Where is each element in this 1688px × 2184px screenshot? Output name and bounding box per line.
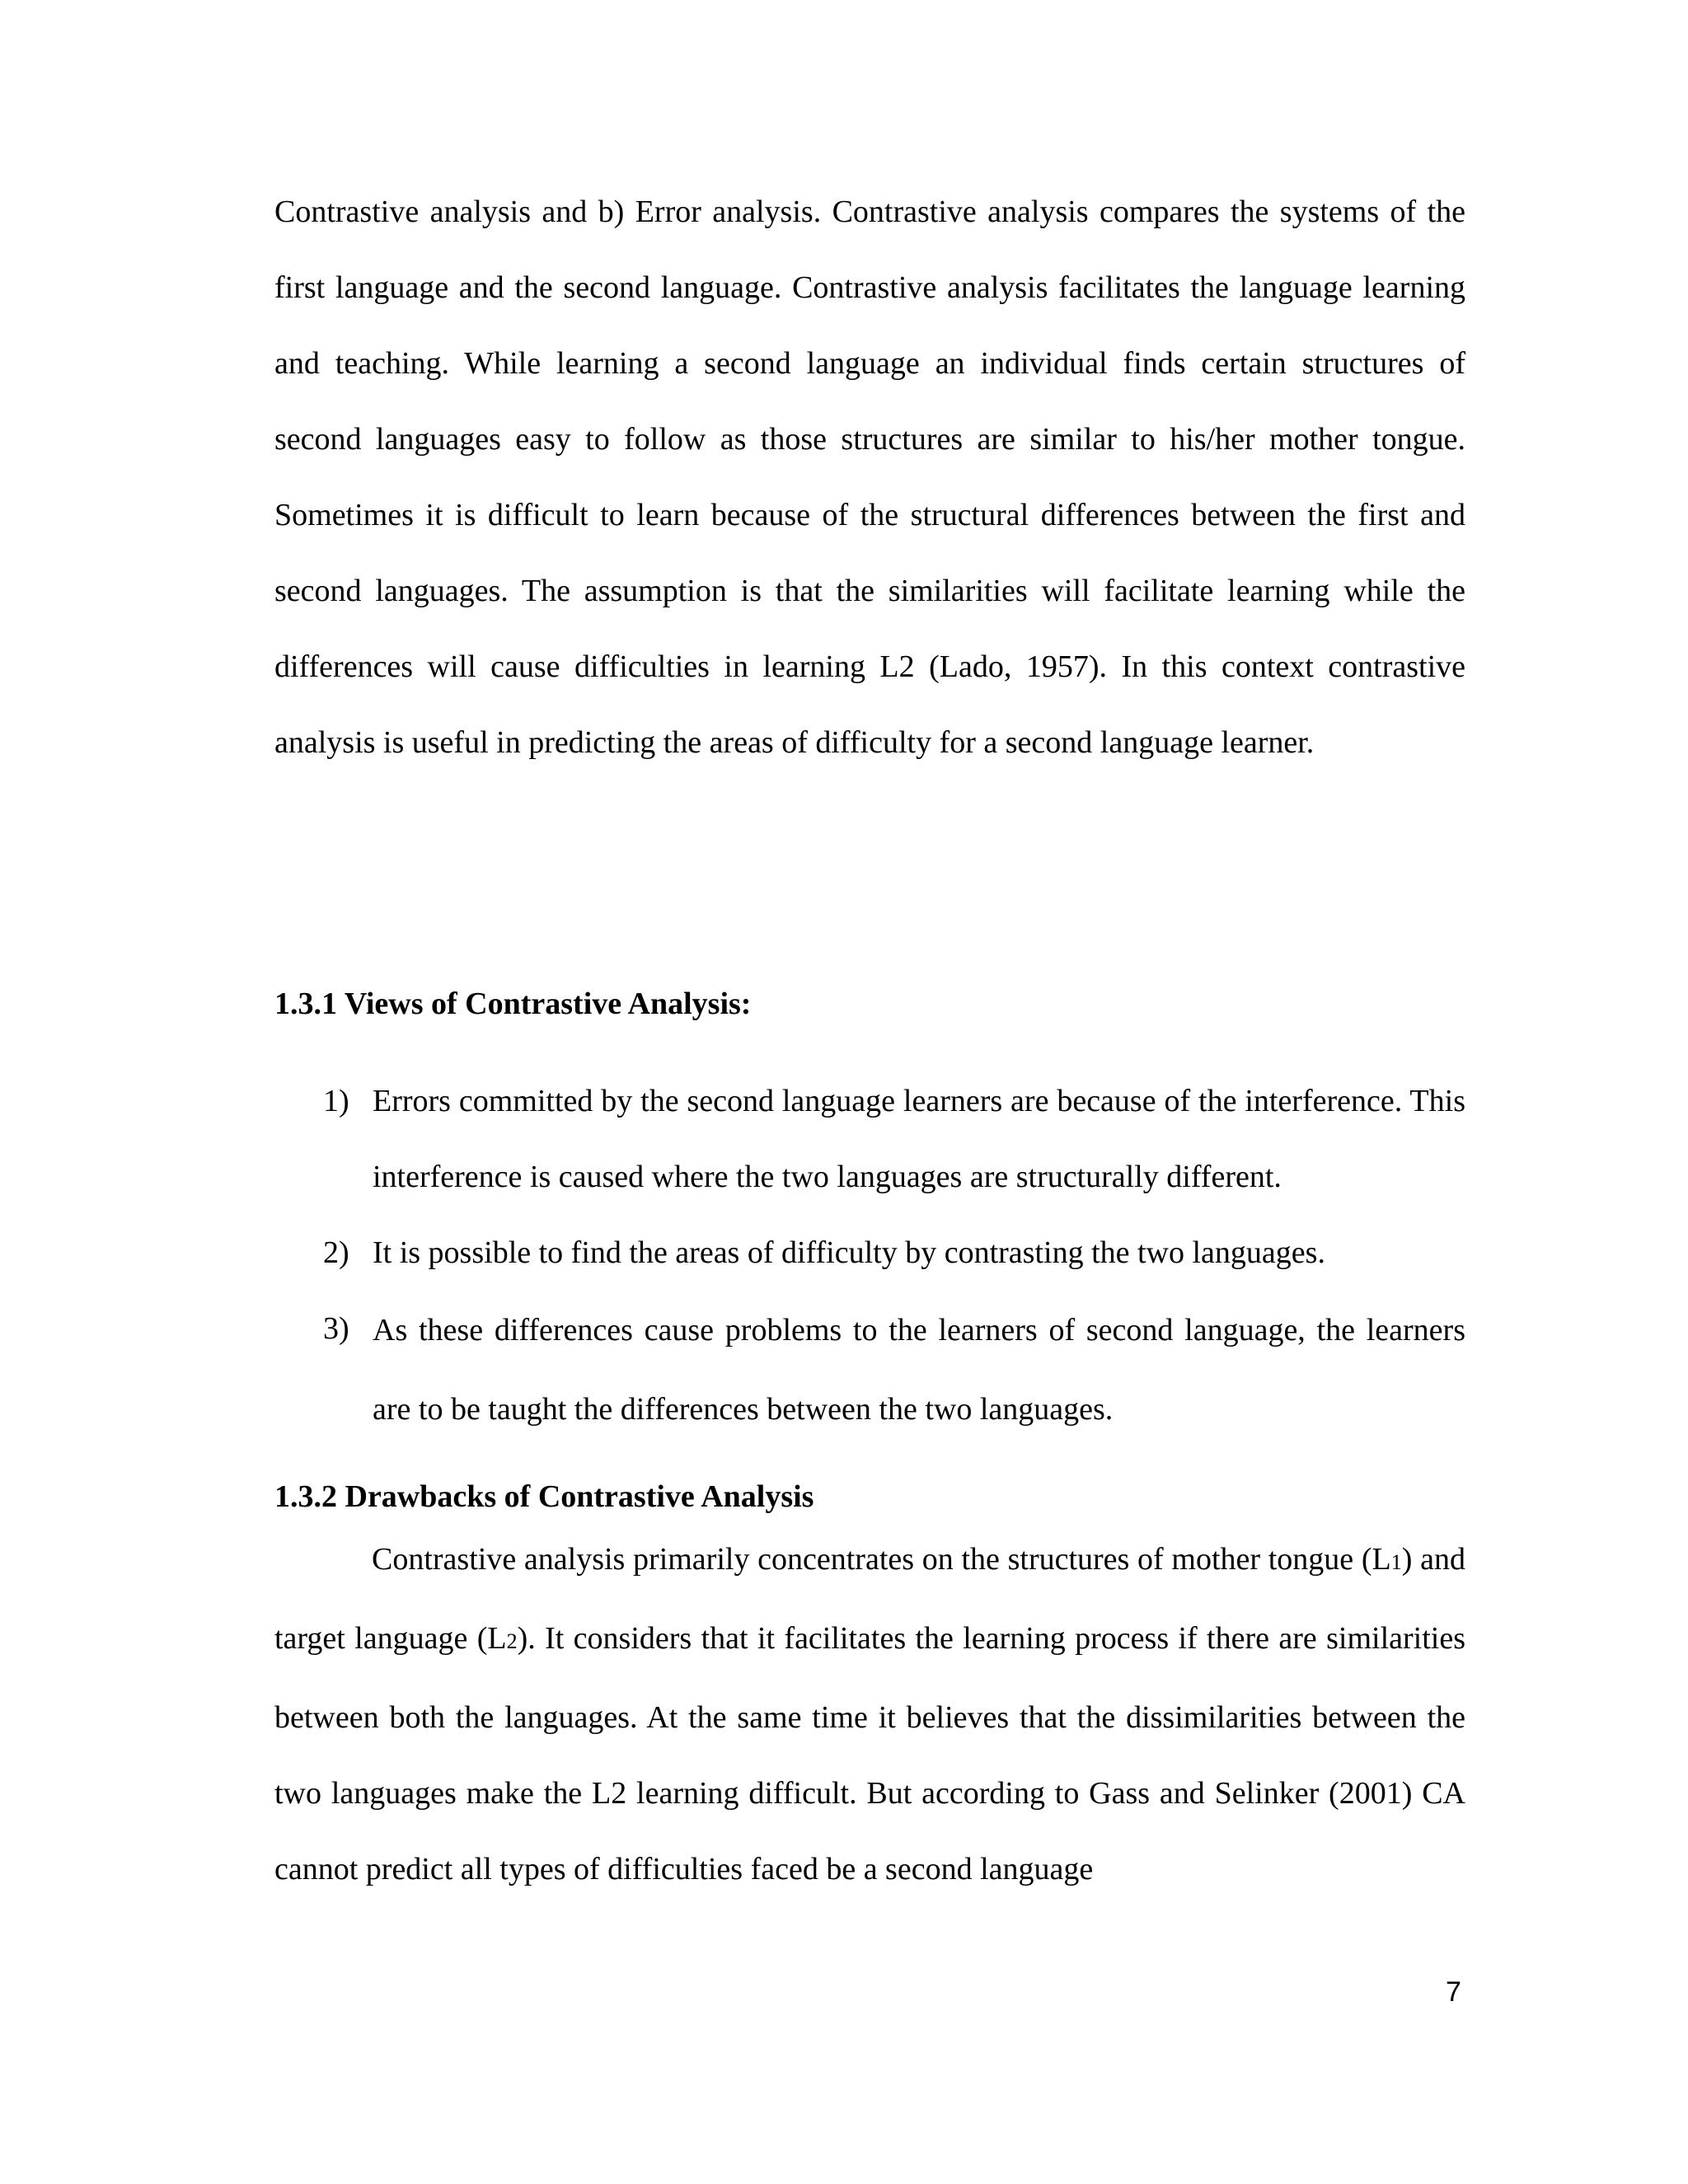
drawbacks-text-part1: Contrastive analysis primarily concentrates on the structures of mother tongue (L bbox=[372, 1542, 1391, 1577]
list-item-number: 1) bbox=[323, 1084, 349, 1118]
subscript-l2: 2 bbox=[506, 1629, 518, 1653]
drawbacks-text-part2: ) and target language (L bbox=[274, 1542, 1465, 1656]
list-item bbox=[323, 1215, 1465, 1291]
list-item-text: It is possible to find the areas of difficulty by contrasting the two languages. bbox=[373, 1235, 1325, 1270]
list-item bbox=[323, 1063, 1465, 1215]
intro-paragraph: Contrastive analysis and b) Error analysis. Contrastive analysis compares the systems of the first language and the second language. Contrastive analysis facilitates the language learning and teaching. While learning a second language an individual finds certain structures of second languages easy to follow as those structures are similar to his/her mother tongue. Sometimes it is difficult to learn because of the structural differences between the first and second languages. The assumption is that the similarities will facilitate learning while the differences will cause difficulties in learning L2 (Lado, 1957). In this context contrastive analysis is useful in predicting the areas of difficulty for a second language learner. bbox=[274, 194, 1465, 760]
subscript-l1: 1 bbox=[1390, 1550, 1402, 1574]
list-item-number: 2) bbox=[323, 1235, 349, 1270]
list-item-text: Errors committed by the second language learners are because of the interference. This interference is caused where the two languages are structurally different. bbox=[373, 1084, 1465, 1194]
section-heading-views: 1.3.1 Views of Contrastive Analysis: bbox=[274, 987, 752, 1021]
list-item bbox=[323, 1291, 1465, 1449]
list-item-text: As these differences cause problems to the learners of second language, the learners are to be taught the differences between the two languages. bbox=[373, 1313, 1465, 1427]
page-number: 7 bbox=[1446, 1976, 1461, 2008]
section-heading-drawbacks: 1.3.2 Drawbacks of Contrastive Analysis bbox=[274, 1479, 814, 1514]
drawbacks-text-part3: ). It considers that it facilitates the learning process if there are similarities between both the languages. At the same time it believes that the dissimilarities between the two languages make the L2 learning difficult. But according to Gass and Selinker (2001) CA cannot predict all types of difficulties faced be a second language bbox=[274, 1621, 1465, 1886]
drawbacks-paragraph bbox=[274, 1521, 1465, 1907]
list-item-number: 3) bbox=[323, 1311, 349, 1346]
